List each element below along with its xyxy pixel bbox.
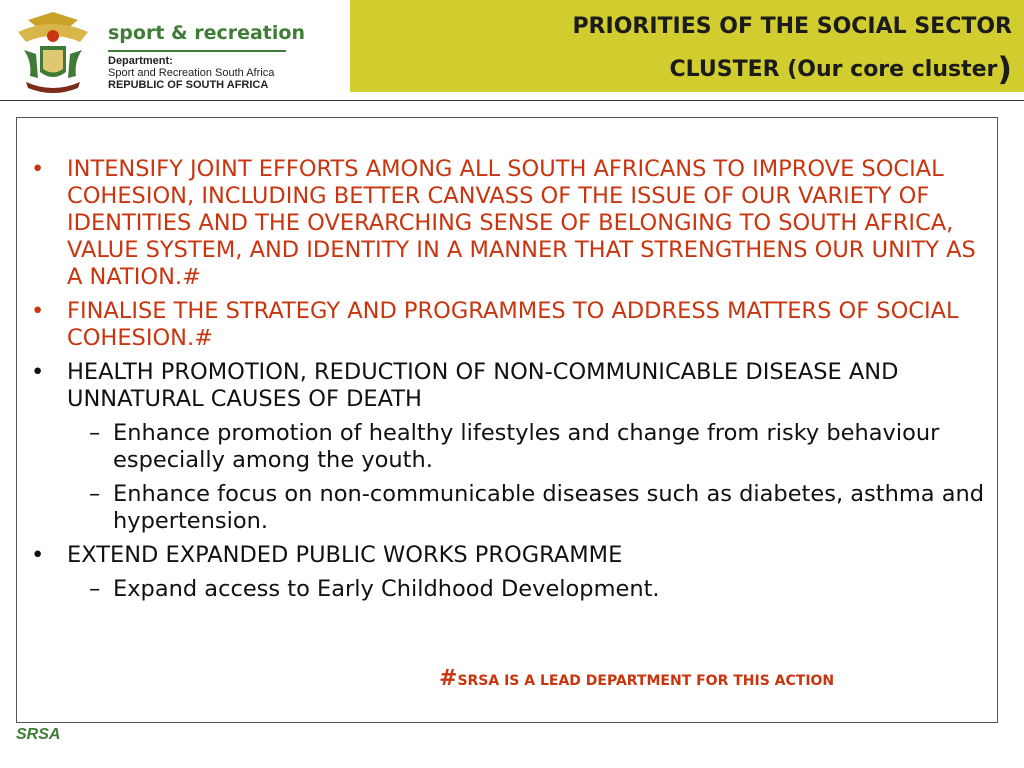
bullet-marker: •	[31, 359, 45, 385]
bullet-item	[31, 298, 993, 352]
header-divider	[0, 100, 1024, 101]
footer-srsa-label: SRSA	[16, 726, 61, 743]
title-banner	[350, 0, 1024, 92]
content-panel	[16, 117, 998, 723]
slide-header	[0, 0, 1024, 100]
footnote-hash: #	[439, 666, 458, 691]
sub-bullet-item	[31, 420, 993, 474]
lead-department-note	[439, 666, 834, 691]
sub-bullet-text: Enhance focus on non-communicable diseases such as diabetes, asthma and hypertension.	[113, 481, 985, 534]
bullet-text: EXTEND EXPANDED PUBLIC WORKS PROGRAMME	[67, 542, 623, 568]
title-line-1: PRIORITIES OF THE SOCIAL SECTOR	[572, 14, 1012, 39]
bullet-marker: •	[31, 298, 45, 324]
bullet-item	[31, 359, 993, 413]
bullet-marker: •	[31, 156, 45, 182]
bullet-text: FINALISE THE STRATEGY AND PROGRAMMES TO ADDRESS MATTERS OF SOCIAL COHESION.#	[67, 298, 959, 351]
sub-bullet-marker: –	[89, 576, 101, 602]
bullet-marker: •	[31, 542, 45, 568]
bullet-text: INTENSIFY JOINT EFFORTS AMONG ALL SOUTH AFRICANS TO IMPROVE SOCIAL COHESION, INCLUDING BETTER CANVASS OF THE ISSUE OF OUR VARIETY OF IDENTITIES AND THE OVERARCHING SENSE OF BELONGING TO SOUTH AFRICA, VALUE SYSTEM, AND IDENTITY IN A MANNER THAT STRENGTHENS OUR UNITY AS A NATION.#	[67, 156, 976, 290]
country-name: REPUBLIC OF SOUTH AFRICA	[108, 79, 269, 91]
brand-name: sport & recreation	[108, 22, 305, 44]
footnote-text: SRSA IS A LEAD DEPARTMENT FOR THIS ACTION	[457, 673, 835, 689]
bullet-list	[31, 156, 993, 610]
coat-of-arms-icon	[10, 6, 96, 94]
bullet-item	[31, 542, 993, 569]
slide-title	[572, 6, 1012, 91]
sub-bullet-item	[31, 576, 993, 603]
title-close-paren: )	[997, 50, 1012, 88]
bullet-item	[31, 156, 993, 291]
title-line-2-text: CLUSTER (Our core cluster	[669, 57, 998, 82]
sub-bullet-marker: –	[89, 420, 101, 446]
brand-divider	[108, 50, 286, 52]
sub-bullet-marker: –	[89, 481, 101, 507]
sub-bullet-item	[31, 481, 993, 535]
title-line-2	[572, 48, 1012, 91]
department-name: Sport and Recreation South Africa	[108, 67, 275, 79]
department-label: Department:	[108, 55, 173, 67]
bullet-text: HEALTH PROMOTION, REDUCTION OF NON-COMMUNICABLE DISEASE AND UNNATURAL CAUSES OF DEATH	[67, 359, 899, 412]
sub-bullet-text: Enhance promotion of healthy lifestyles and change from risky behaviour especially among the youth.	[113, 420, 940, 473]
department-logo	[10, 6, 340, 94]
sub-bullet-text: Expand access to Early Childhood Development.	[113, 576, 660, 602]
